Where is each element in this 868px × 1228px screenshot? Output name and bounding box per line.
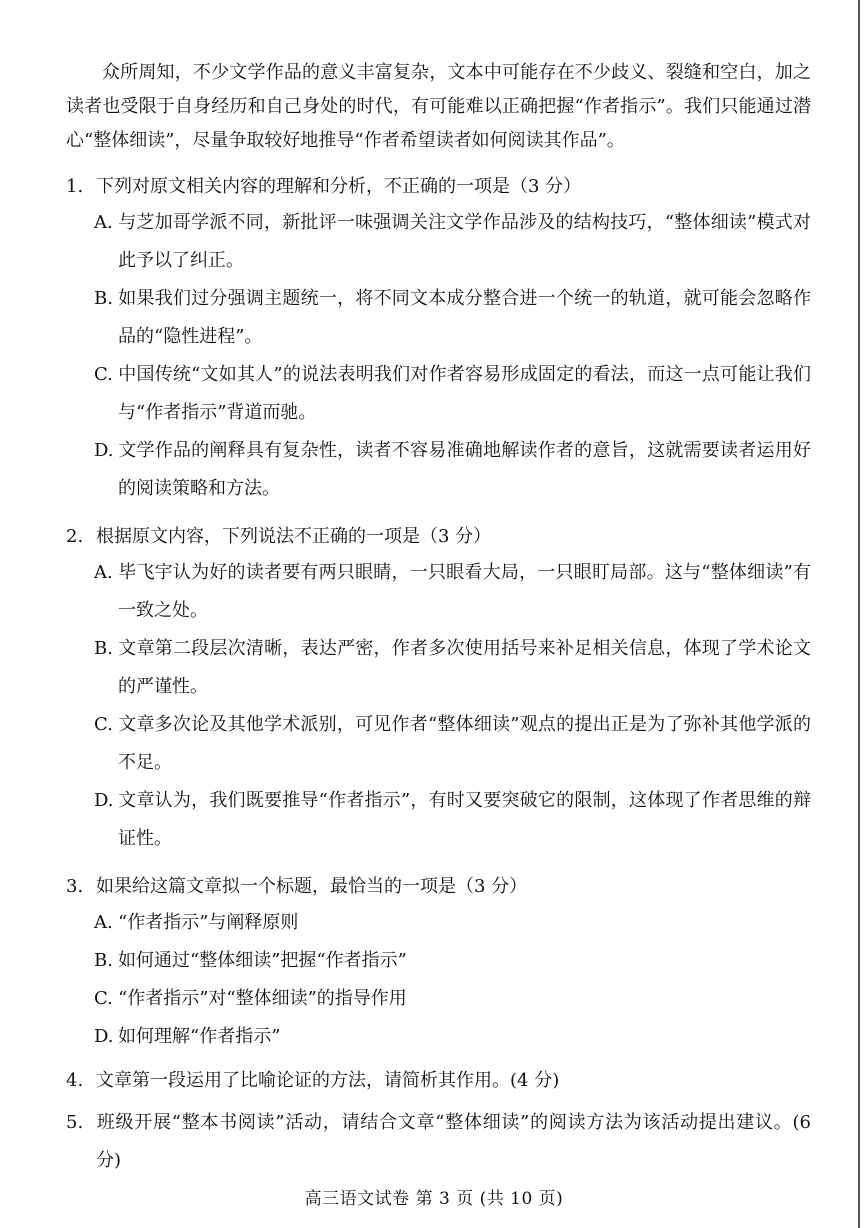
question-2 xyxy=(66,520,811,858)
option-letter: C. xyxy=(94,364,113,385)
option-c xyxy=(94,356,811,432)
option-c xyxy=(94,706,811,782)
option-letter: B. xyxy=(94,638,113,659)
option-text: 如何理解“作者指示” xyxy=(118,1026,281,1047)
question-3 xyxy=(66,870,811,1056)
option-text: 文学作品的阐释具有复杂性，读者不容易准确地解读作者的意旨，这就需要读者运用好的阅读策略和方法。 xyxy=(118,440,811,499)
intro-paragraph xyxy=(66,56,811,158)
question-text: 下列对原文相关内容的理解和分析，不正确的一项是（3 分） xyxy=(96,176,582,197)
option-letter: A. xyxy=(94,912,113,933)
option-letter: B. xyxy=(94,288,113,309)
option-d xyxy=(94,1018,811,1056)
question-stem xyxy=(66,170,811,204)
option-letter: B. xyxy=(94,950,113,971)
question-number: 2. xyxy=(66,526,84,547)
option-text: 文章多次论及其他学术派别，可见作者“整体细读”观点的提出正是为了弥补其他学派的不足。 xyxy=(118,714,811,773)
option-text: “作者指示”与阐释原则 xyxy=(118,912,299,933)
intro-text: 众所周知，不少文学作品的意义丰富复杂，文本中可能存在不少歧义、裂缝和空白，加之读者也受限于自身经历和自己身处的时代，有可能难以正确把握“作者指示”。我们只能通过潜心“整体细读”，尽量争取较好地推导“作者希望读者如何阅读其作品”。 xyxy=(66,62,811,151)
option-text: “作者指示”对“整体细读”的指导作用 xyxy=(118,988,407,1009)
question-text: 如果给这篇文章拟一个标题，最恰当的一项是（3 分） xyxy=(96,876,528,897)
option-b xyxy=(94,280,811,356)
question-number: 5. xyxy=(66,1112,84,1133)
question-stem xyxy=(66,1064,811,1098)
option-a xyxy=(94,554,811,630)
option-letter: D. xyxy=(94,1026,114,1047)
question-text: 班级开展“整本书阅读”活动，请结合文章“整体细读”的阅读方法为该活动提出建议。(6 分) xyxy=(96,1112,811,1171)
option-text: 与芝加哥学派不同，新批评一味强调关注文学作品涉及的结构技巧，“整体细读”模式对此予以了纠正。 xyxy=(118,212,811,271)
question-text: 文章第一段运用了比喻论证的方法，请简析其作用。(4 分) xyxy=(96,1070,560,1091)
option-b xyxy=(94,942,811,980)
question-number: 3. xyxy=(66,876,84,897)
option-c xyxy=(94,980,811,1018)
option-text: 毕飞宇认为好的读者要有两只眼睛，一只眼看大局，一只眼盯局部。这与“整体细读”有一致之处。 xyxy=(118,562,811,621)
question-text: 根据原文内容，下列说法不正确的一项是（3 分） xyxy=(96,526,492,547)
option-a xyxy=(94,204,811,280)
option-a xyxy=(94,904,811,942)
option-b xyxy=(94,630,811,706)
option-text: 中国传统“文如其人”的说法表明我们对作者容易形成固定的看法，而这一点可能让我们与“作者指示”背道而驰。 xyxy=(118,364,811,423)
question-stem xyxy=(66,1104,811,1180)
question-5 xyxy=(66,1104,811,1180)
option-letter: C. xyxy=(94,988,113,1009)
option-letter: D. xyxy=(94,790,114,811)
option-d xyxy=(94,432,811,508)
page-edge-line xyxy=(858,0,860,1228)
option-letter: A. xyxy=(94,562,113,583)
question-4 xyxy=(66,1064,811,1098)
option-letter: D. xyxy=(94,440,114,461)
option-text: 如何通过“整体细读”把握“作者指示” xyxy=(118,950,407,971)
page-footer: 高三语文试卷 第 3 页 (共 10 页) xyxy=(304,1189,564,1209)
question-stem xyxy=(66,870,811,904)
question-number: 4. xyxy=(66,1070,84,1091)
option-letter: C. xyxy=(94,714,113,735)
option-d xyxy=(94,782,811,858)
question-number: 1. xyxy=(66,176,84,197)
option-letter: A. xyxy=(94,212,113,233)
question-stem xyxy=(66,520,811,554)
option-text: 文章认为，我们既要推导“作者指示”，有时又要突破它的限制，这体现了作者思维的辩证性。 xyxy=(118,790,811,849)
question-1 xyxy=(66,170,811,508)
option-text: 如果我们过分强调主题统一，将不同文本成分整合进一个统一的轨道，就可能会忽略作品的“隐性进程”。 xyxy=(118,288,811,347)
option-text: 文章第二段层次清晰，表达严密，作者多次使用括号来补足相关信息，体现了学术论文的严谨性。 xyxy=(118,638,811,697)
